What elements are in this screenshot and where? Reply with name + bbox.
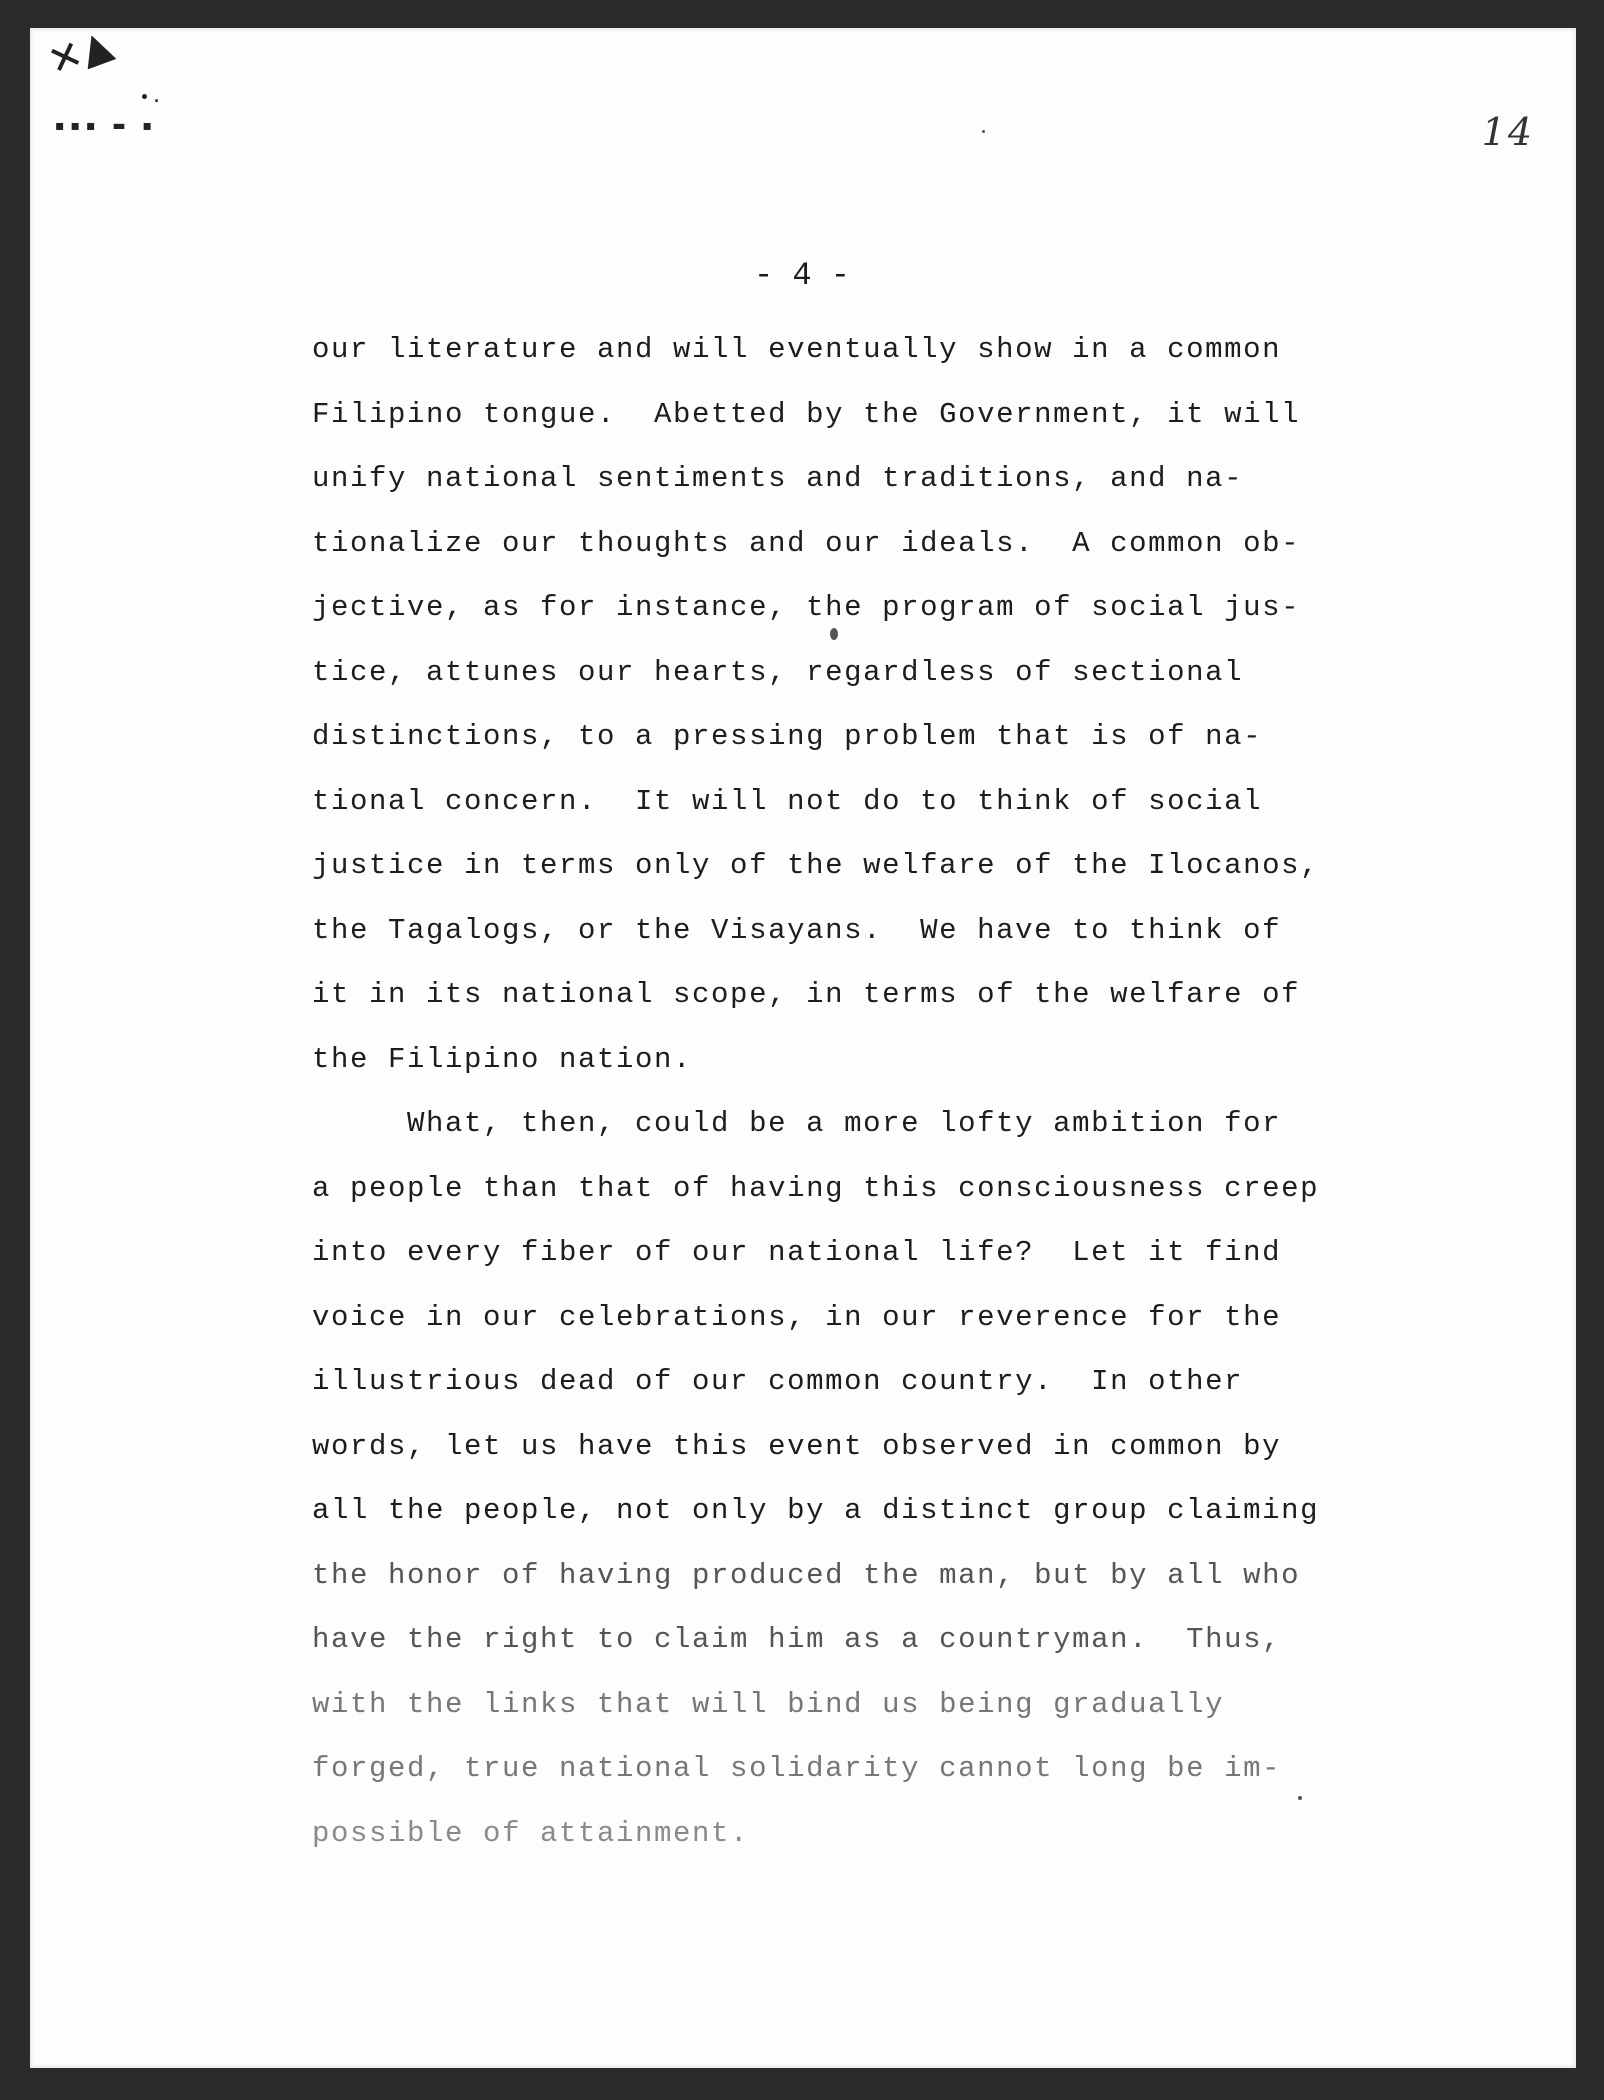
ink-speck	[830, 628, 838, 640]
page-number: - 4 -	[753, 257, 850, 294]
text-line: tional concern. It will not do to think of social	[312, 784, 1263, 818]
corner-mark-dots: • .	[140, 90, 160, 106]
text-line: What, then, could be a more lofty ambition for	[312, 1107, 1282, 1140]
text-line: words, let us have this event observed in common by	[312, 1429, 1282, 1463]
text-line: the honor of having produced the man, but by all who	[312, 1558, 1301, 1592]
text-line: distinctions, to a pressing problem that is of na-	[312, 720, 1263, 753]
text-line: into every fiber of our national life? Let it find	[312, 1236, 1282, 1269]
text-line: the Filipino nation.	[312, 1042, 693, 1076]
text-line: with the links that will bind us being gradually	[312, 1687, 1225, 1721]
typed-text-body	[312, 318, 1372, 1866]
text-line: jective, as for instance, the program of social jus-	[312, 591, 1301, 624]
text-line: possible of attainment.	[312, 1816, 750, 1850]
corner-mark-dashes: ▪▪▪ ▬ ▪	[55, 118, 158, 134]
ink-speck	[1298, 1796, 1302, 1800]
text-line: Filipino tongue. Abetted by the Government, it will	[312, 397, 1301, 431]
text-line: the Tagalogs, or the Visayans. We have to think of	[312, 913, 1282, 947]
text-line: all the people, not only by a distinct group claiming	[312, 1494, 1320, 1527]
handwritten-folio-number: 14	[1481, 110, 1534, 154]
text-line: have the right to claim him as a countryman. Thus,	[312, 1623, 1282, 1656]
text-line: illustrious dead of our common country. In other	[312, 1365, 1244, 1398]
text-line: unify national sentiments and traditions, and na-	[312, 462, 1244, 495]
text-line: tice, attunes our hearts, regardless of sectional	[312, 655, 1244, 689]
corner-mark-top-left: ✕▲	[42, 20, 119, 86]
text-line: it in its national scope, in terms of the welfare of	[312, 978, 1301, 1011]
text-line: voice in our celebrations, in our reverence for the	[312, 1300, 1282, 1334]
text-line: a people than that of having this consciousness creep	[312, 1171, 1320, 1205]
text-line: forged, true national solidarity cannot long be im-	[312, 1752, 1282, 1785]
text-line: tionalize our thoughts and our ideals. A common ob-	[312, 526, 1301, 560]
text-line: our literature and will eventually show in a common	[312, 333, 1282, 366]
text-line: justice in terms only of the welfare of the Ilocanos,	[312, 849, 1320, 882]
ink-speck	[982, 130, 985, 133]
